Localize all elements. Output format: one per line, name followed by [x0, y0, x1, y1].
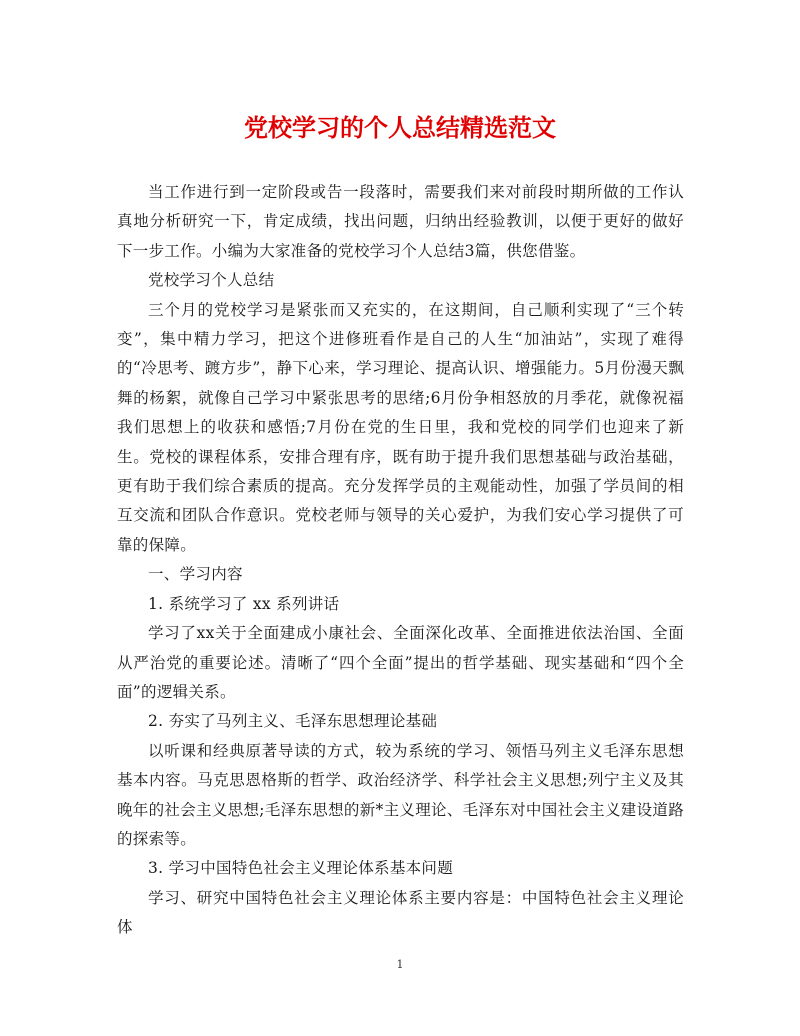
document-body	[117, 178, 684, 943]
section-heading: 一、学习内容	[148, 565, 243, 584]
subsection-heading: 1. 系统学习了 xx 系列讲话	[148, 594, 340, 613]
body-paragraph: 学习了xx关于全面建成小康社会、全面深化改革、全面推进依法治国、全面从严治党的重要论述。清晰了“四个全面”提出的哲学基础、现实基础和“四个全面”的逻辑关系。	[117, 624, 684, 701]
subsection-heading: 2. 夯实了马列主义、毛泽东思想理论基础	[148, 712, 438, 731]
body-paragraph: 三个月的党校学习是紧张而又充实的，在这期间，自己顺利实现了“三个转变”，集中精力学习，把这个进修班看作是自己的人生“加油站”，实现了难得的“冷思考、踱方步”，静下心来，学习理论、提高认识、增强能力。5月份漫天飘舞的杨絮，就像自己学习中紧张思考的思绪;6月份争相怒放的月季花，就像祝福我们思想上的收获和感悟;7月份在党的生日里，我和党校的同学们也迎来了新生。党校的课程体系，安排合理有序，既有助于提升我们思想基础与政治基础，更有助于我们综合素质的提高。充分发挥学员的主观能动性，加强了学员间的相互交流和团队合作意识。党校老师与领导的关心爱护，为我们安心学习提供了可靠的保障。	[117, 300, 684, 554]
body-paragraph: 以听课和经典原著导读的方式，较为系统的学习、领悟马列主义毛泽东思想基本内容。马克思恩格斯的哲学、政治经济学、科学社会主义思想;列宁主义及其晚年的社会主义思想;毛泽东思想的新*主义理论、毛泽东对中国社会主义建设道路的探索等。	[117, 741, 684, 848]
body-paragraph: 学习、研究中国特色社会主义理论体系主要内容是：中国特色社会主义理论体	[117, 888, 684, 937]
intro-paragraph: 当工作进行到一定阶段或告一段落时，需要我们来对前段时期所做的工作认真地分析研究一下，肯定成绩，找出问题，归纳出经验教训，以便于更好的做好下一步工作。小编为大家准备的党校学习个人总结3篇，供您借鉴。	[117, 183, 684, 260]
document-title: 党校学习的个人总结精选范文	[244, 113, 556, 142]
page-number: 1	[396, 958, 404, 971]
subsection-heading: 3. 学习中国特色社会主义理论体系基本问题	[148, 859, 454, 878]
section-heading: 党校学习个人总结	[148, 271, 275, 290]
